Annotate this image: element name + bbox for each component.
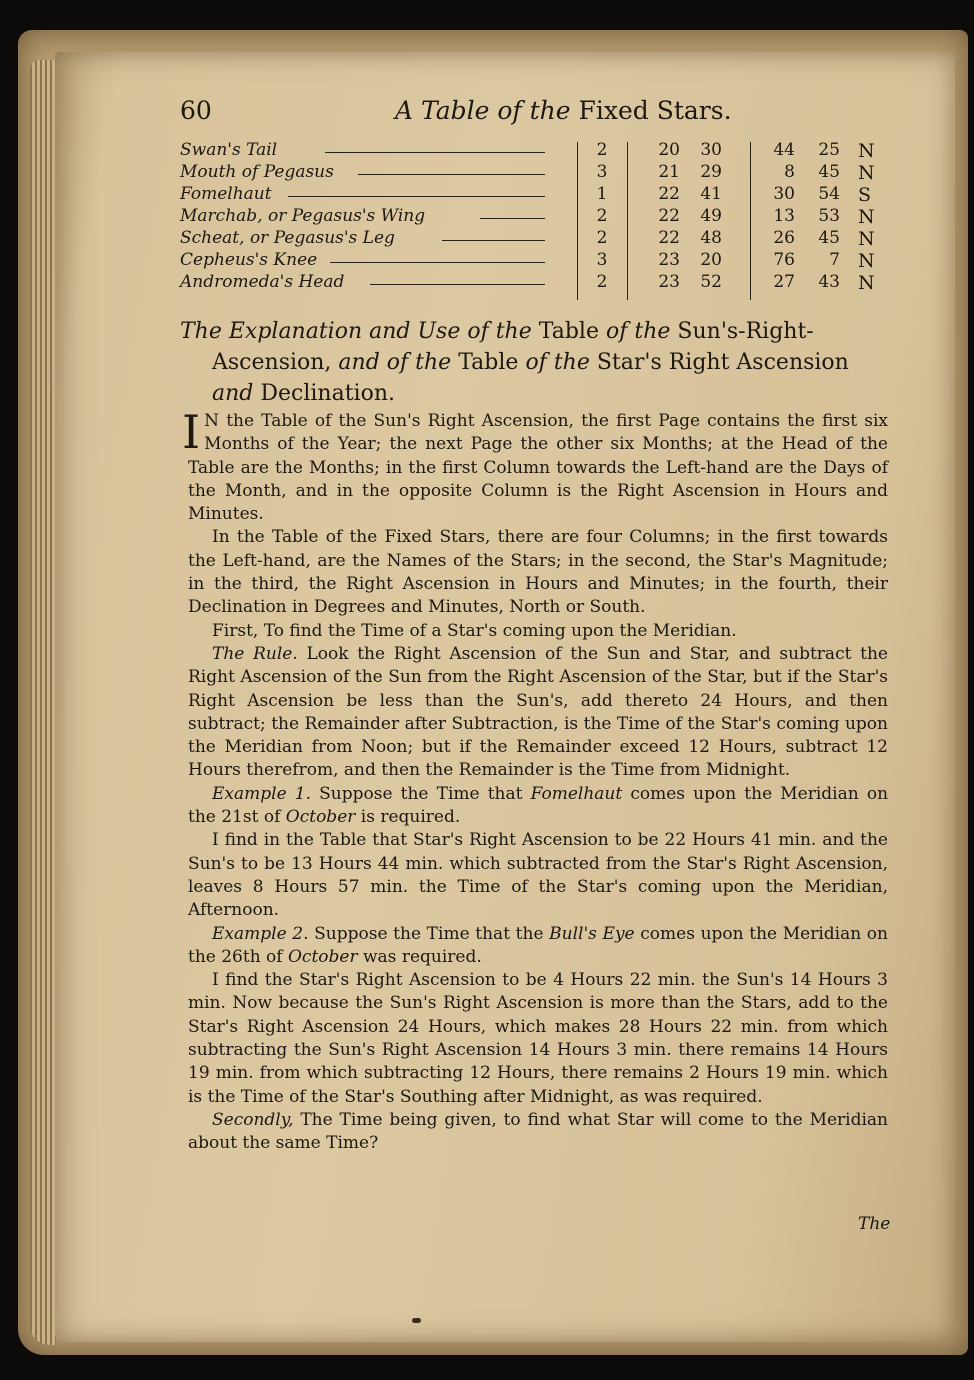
ra-hours: 22 bbox=[658, 206, 680, 226]
leader-rule bbox=[370, 284, 545, 285]
month-reference: October bbox=[288, 946, 358, 967]
ra-hours: 23 bbox=[658, 272, 680, 292]
table-row bbox=[180, 272, 890, 294]
paragraph-lead: Example 1. bbox=[212, 783, 311, 804]
paragraph-text: comes upon the Meridian on the 21st of bbox=[188, 783, 889, 828]
heading-part: and of the bbox=[338, 350, 452, 375]
paragraph-text: I find the Star's Right Ascension to be 4 Hours 22 min. the Sun's 14 Hours 3 min. Now because the Sun's Right Ascension is more than the Stars, add to the Star's Right Ascension 24 Hours, which makes 28 Hours 22 min. from which subtracting the Sun's Right Ascension 14 Hours 3 min. there remains 14 Hours 19 min. from which subtracting 12 Hours, there remains 2 Hours 19 min. which is the Time of the Star's Southing after Midnight, as was required. bbox=[188, 970, 888, 1107]
star-magnitude: 2 bbox=[596, 228, 608, 248]
leader-rule bbox=[325, 152, 545, 153]
ra-hours: 23 bbox=[658, 250, 680, 270]
leader-rule bbox=[288, 196, 545, 197]
paragraph bbox=[182, 405, 888, 526]
star-reference: Fomelhaut bbox=[530, 783, 623, 804]
table-row bbox=[180, 184, 890, 206]
heading-part: Ascension, bbox=[212, 350, 332, 375]
dec-minutes: 43 bbox=[818, 272, 840, 292]
paragraph bbox=[188, 829, 888, 922]
dec-minutes: 54 bbox=[818, 184, 840, 204]
heading-part: Table bbox=[458, 350, 519, 375]
star-name: Mouth of Pegasus bbox=[180, 162, 334, 182]
dec-direction: N bbox=[858, 140, 875, 162]
star-name: Swan's Tail bbox=[180, 140, 278, 160]
paragraph bbox=[188, 783, 888, 830]
paragraph bbox=[188, 969, 888, 1109]
drop-cap: I bbox=[182, 405, 201, 459]
dec-degrees: 26 bbox=[773, 228, 795, 248]
heading-part: Star's Right Ascension bbox=[596, 350, 849, 375]
ra-minutes: 41 bbox=[700, 184, 722, 204]
page-edges bbox=[30, 60, 56, 1345]
table-row bbox=[180, 228, 890, 250]
star-name: Andromeda's Head bbox=[180, 272, 345, 292]
heading-part: of the bbox=[525, 350, 590, 375]
ra-hours: 22 bbox=[658, 184, 680, 204]
leader-rule bbox=[358, 174, 545, 175]
paragraph-text: In the Table of the Fixed Stars, there are four Columns; in the first towards the Left-hand, are the Names of the Stars; in the second, the Star's Magnitude; in the third, the Right Ascension in Hours and Minutes; in the fourth, their Declination in Degrees and Minutes, North or South. bbox=[188, 527, 888, 618]
ink-smudge bbox=[412, 1318, 421, 1323]
dec-degrees: 8 bbox=[784, 162, 795, 182]
paragraph bbox=[188, 526, 888, 619]
star-name: Fomelhaut bbox=[180, 184, 272, 204]
paragraph-text: Suppose the Time that the bbox=[314, 923, 544, 944]
leader-rule bbox=[330, 262, 545, 263]
dec-minutes: 45 bbox=[818, 228, 840, 248]
body-text bbox=[182, 405, 889, 1156]
page-number: 60 bbox=[180, 96, 212, 125]
paragraph-text: comes upon the Meridian on the 26th of bbox=[188, 923, 888, 967]
ra-minutes: 52 bbox=[700, 272, 722, 292]
heading-part: The Explanation and Use of the bbox=[180, 319, 532, 344]
leader-rule bbox=[480, 218, 545, 219]
star-magnitude: 3 bbox=[596, 250, 608, 270]
ra-minutes: 20 bbox=[700, 250, 722, 270]
dec-direction: N bbox=[858, 162, 875, 184]
catchword: The bbox=[858, 1214, 891, 1234]
ra-minutes: 29 bbox=[700, 162, 722, 182]
fixed-stars-table bbox=[180, 140, 890, 305]
paragraph-text: The Time being given, to find what Star will come to the Meridian about the same Time? bbox=[188, 1109, 889, 1154]
table-row bbox=[180, 140, 890, 162]
dec-direction: N bbox=[858, 250, 875, 272]
table-row bbox=[180, 250, 890, 272]
paragraph bbox=[188, 643, 888, 783]
dec-degrees: 13 bbox=[773, 206, 795, 226]
paragraph-text: First, To find the Time of a Star's coming upon the Meridian. bbox=[212, 620, 737, 641]
dec-direction: S bbox=[858, 184, 872, 206]
dec-minutes: 7 bbox=[829, 250, 840, 270]
dec-degrees: 44 bbox=[773, 140, 795, 160]
dec-minutes: 25 bbox=[818, 140, 840, 160]
leader-rule bbox=[442, 240, 545, 241]
paragraph-text: I find in the Table that Star's Right Ascension to be 22 Hours 41 min. and the Sun's to be 13 Hours 44 min. which subtracted from the Star's Right Ascension, leaves 8 Hours 57 min. the Time of the Star's coming upon the Meridian, Afternoon. bbox=[188, 830, 888, 921]
paragraph-lead: The Rule. bbox=[212, 643, 298, 664]
table-row bbox=[180, 206, 890, 228]
ra-hours: 20 bbox=[658, 140, 680, 160]
star-magnitude: 3 bbox=[596, 162, 608, 182]
running-title-italic: A Table of the bbox=[395, 96, 571, 125]
ra-minutes: 49 bbox=[700, 206, 722, 226]
paragraph bbox=[188, 923, 888, 970]
star-name: Cepheus's Knee bbox=[180, 250, 318, 270]
star-name: Scheat, or Pegasus's Leg bbox=[180, 228, 395, 248]
star-magnitude: 2 bbox=[596, 272, 608, 292]
dec-degrees: 30 bbox=[773, 184, 795, 204]
paragraph-text: was required. bbox=[363, 946, 482, 967]
heading-part: of the bbox=[605, 319, 671, 344]
ra-minutes: 30 bbox=[700, 140, 722, 160]
dec-minutes: 53 bbox=[818, 206, 840, 226]
star-magnitude: 2 bbox=[596, 140, 608, 160]
dec-degrees: 76 bbox=[773, 250, 795, 270]
heading-part: Declination. bbox=[260, 381, 395, 406]
star-magnitude: 1 bbox=[596, 184, 608, 204]
dec-direction: N bbox=[858, 206, 875, 228]
ra-hours: 22 bbox=[658, 228, 680, 248]
running-title bbox=[395, 96, 732, 125]
heading-part: and bbox=[212, 381, 254, 406]
dec-degrees: 27 bbox=[773, 272, 795, 292]
dec-direction: N bbox=[858, 272, 875, 294]
heading-part: Sun's-Right- bbox=[677, 319, 814, 344]
month-reference: October bbox=[285, 807, 356, 828]
paragraph-text: Suppose the Time that bbox=[319, 783, 523, 804]
heading-part: Table bbox=[538, 319, 599, 344]
section-heading bbox=[180, 316, 895, 409]
star-reference: Bull's Eye bbox=[549, 923, 635, 944]
paragraph bbox=[188, 1109, 888, 1156]
dec-minutes: 45 bbox=[818, 162, 840, 182]
paragraph-text: is required. bbox=[360, 807, 461, 828]
star-name: Marchab, or Pegasus's Wing bbox=[180, 206, 426, 226]
paragraph-lead: Example 2. bbox=[212, 923, 309, 944]
ra-hours: 21 bbox=[658, 162, 680, 182]
ra-minutes: 48 bbox=[700, 228, 722, 248]
paragraph-text: Look the Right Ascension of the Sun and Star, and subtract the Right Ascension of the Sun from the Right Ascension of the Star, but if the Star's Right Ascension be less than the Sun's, add thereto 24 Hours, and then subtract; the Remainder after Subtraction, is the Time of the Star's coming upon the Meridian from Noon; but if the Remainder exceed 12 Hours, subtract 12 Hours therefrom, and then the Remainder is the Time from Midnight. bbox=[188, 643, 888, 781]
table-row bbox=[180, 162, 890, 184]
paragraph-text: N the Table of the Sun's Right Ascension, the first Page contains the first six Months of the Year; the next Page the other six Months; at the Head of the Table are the Months; in the first Column towards the Left-hand are the Days of the Month, and in the opposite Column is the Right Ascension in Hours and Minutes. bbox=[188, 411, 888, 525]
dec-direction: N bbox=[858, 228, 875, 250]
paragraph bbox=[188, 620, 888, 643]
star-magnitude: 2 bbox=[596, 206, 608, 226]
paragraph-lead: Secondly, bbox=[212, 1109, 294, 1130]
running-title-roman: Fixed Stars. bbox=[578, 96, 732, 125]
heading-continuation bbox=[180, 347, 895, 409]
